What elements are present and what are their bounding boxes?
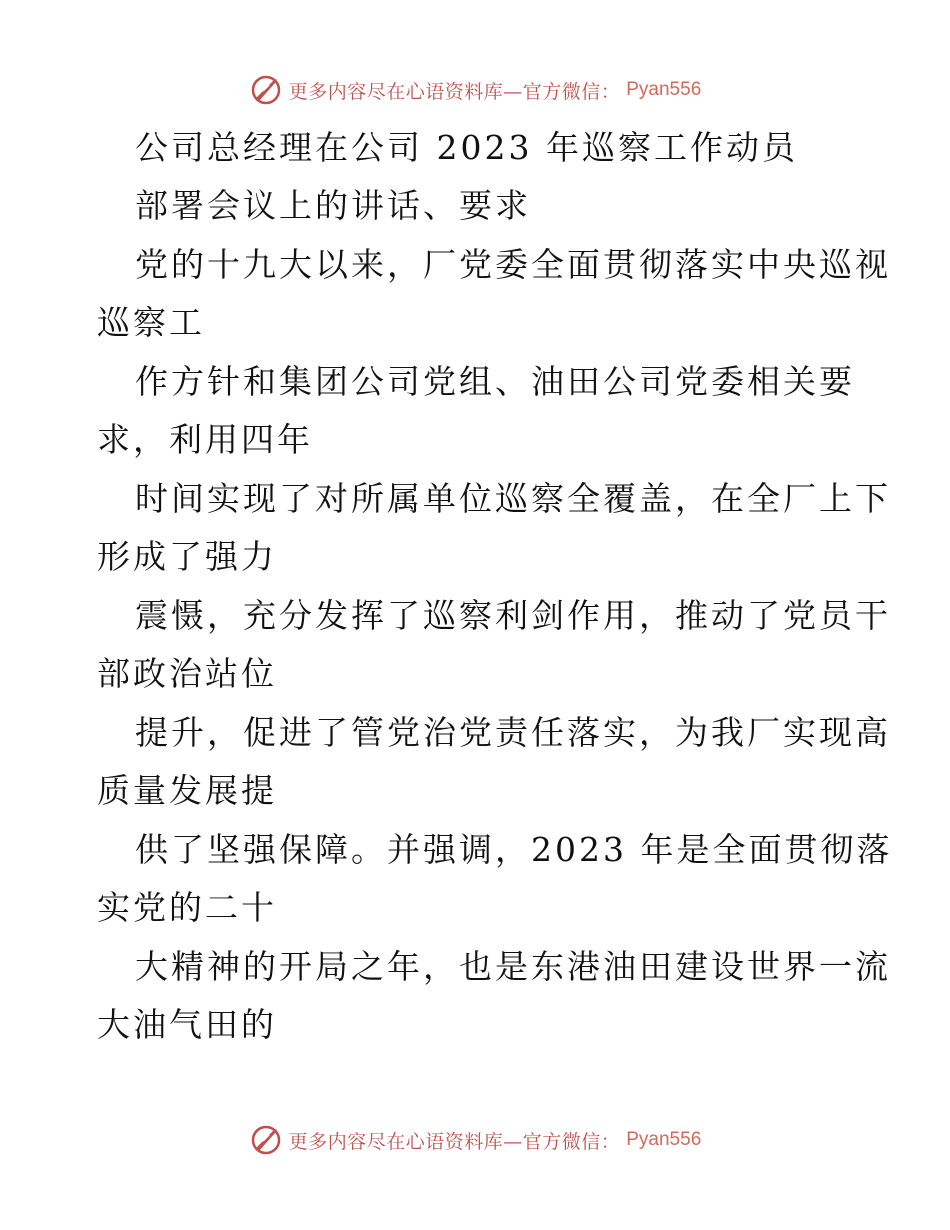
quill-logo-icon [249,73,283,107]
paragraph-line: 震慑，充分发挥了巡察利剑作用，推动了党员干 [135,596,891,635]
header-banner-text: 更多内容尽在心语资料库—官方微信： [288,80,621,103]
paragraph-line: 供了坚强保障。并强调，2023 年是全面贯彻落 [135,830,893,869]
paragraph-line: 作方针和集团公司党组、油田公司党委相关要 [135,362,855,401]
paragraph-line: 提升，促进了管党治党责任落实，为我厂实现高 [135,713,891,752]
paragraph-line: 巡察工 [97,303,205,342]
paragraph-line: 实党的二十 [97,888,277,927]
footer-banner-wechat-id: Pyan556 [626,1129,702,1150]
title-line-1: 公司总经理在公司 2023 年巡察工作动员 [135,128,798,167]
paragraph-line: 部政治站位 [97,654,277,693]
title-line-2: 部署会议上的讲话、要求 [135,186,531,225]
paragraph-line: 党的十九大以来，厂党委全面贯彻落实中央巡视 [135,245,891,284]
header-banner [0,70,950,110]
paragraph-line: 大精神的开局之年，也是东港油田建设世界一流 [135,947,891,986]
paragraph-line: 大油气田的 [97,1005,277,1044]
paragraph-line: 求，利用四年 [97,420,313,459]
quill-logo-icon [249,1123,283,1157]
header-banner-wechat-id: Pyan556 [626,79,702,100]
footer-banner-text: 更多内容尽在心语资料库—官方微信： [288,1130,621,1153]
paragraph-line: 质量发展提 [97,771,277,810]
paragraph-line: 形成了强力 [97,537,277,576]
footer-banner [0,1120,950,1160]
paragraph-line: 时间实现了对所属单位巡察全覆盖，在全厂上下 [135,479,891,518]
